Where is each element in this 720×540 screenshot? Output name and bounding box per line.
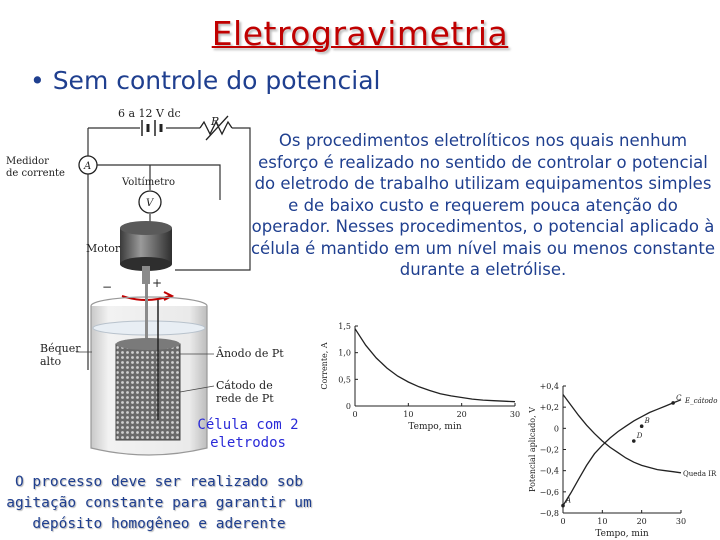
- cathode-mesh-icon: [116, 338, 180, 440]
- slide-title: Eletrogravimetria: [211, 14, 509, 53]
- ammeter-symbol: A: [84, 161, 92, 172]
- series-annotation-cathode: E_cátodo: [685, 396, 718, 405]
- y-tick-label: 1,5: [338, 322, 351, 331]
- y-tick-label: +0,2: [539, 403, 559, 413]
- point-label-B: B: [644, 417, 650, 426]
- current-chart: [315, 318, 530, 443]
- y-tick-label: −0,6: [539, 487, 559, 497]
- point-label-C: C: [676, 393, 682, 402]
- ammeter-label-2: de corrente: [6, 168, 65, 179]
- x-axis-label: Tempo, min: [595, 529, 649, 539]
- ammeter-icon: [79, 156, 97, 174]
- anode-label: Ânodo de Pt: [216, 347, 284, 360]
- y-tick-label: −0,4: [539, 466, 559, 476]
- process-note-line-2: agitação constante para garantir um: [6, 495, 312, 511]
- data-point-A: [561, 504, 565, 508]
- process-note-line-3: depósito homogêneo e aderente: [32, 516, 286, 532]
- y-tick-label: 0: [345, 402, 351, 411]
- minus-terminal: −: [102, 280, 113, 294]
- bullet-point: • Sem controle do potencial: [30, 66, 381, 95]
- x-axis-label: Tempo, min: [408, 422, 462, 432]
- series-line-0: [563, 400, 681, 506]
- y-tick-label: −0,2: [539, 445, 559, 455]
- data-point-B: [640, 424, 644, 428]
- x-tick-label: 0: [352, 410, 358, 419]
- cell-caption-line-2: eletrodos: [210, 435, 286, 451]
- cathode-label-2: rede de Pt: [216, 392, 274, 405]
- battery-icon: [142, 120, 161, 136]
- x-tick-label: 0: [560, 517, 566, 526]
- motor-icon: [120, 221, 172, 284]
- cathode-label-1: Cátodo de: [216, 379, 273, 392]
- ammeter-label-1: Medidor: [6, 156, 49, 167]
- point-label-D: D: [636, 432, 643, 441]
- voltmeter-icon: [139, 191, 161, 213]
- data-point-C: [671, 401, 675, 405]
- motor-label: Motor: [86, 242, 121, 255]
- y-tick-label: 0: [553, 424, 559, 434]
- beaker-label-2: alto: [40, 355, 62, 368]
- y-tick-label: 1,0: [338, 348, 351, 358]
- series-annotation-ir: Queda IR: [683, 469, 717, 478]
- y-tick-label: −0,8: [539, 509, 559, 518]
- series-line-0: [355, 329, 515, 402]
- resistor-label: R: [211, 115, 220, 128]
- potential-chart: [525, 376, 720, 540]
- y-axis-label: Potencial aplicado, V: [528, 407, 537, 492]
- process-note: [0, 472, 318, 535]
- point-label-A: A: [566, 496, 572, 505]
- beaker-label-1: Béquer: [40, 342, 81, 355]
- x-tick-label: 20: [456, 410, 467, 419]
- x-tick-label: 30: [675, 517, 687, 526]
- voltmeter-label: Voltímetro: [122, 177, 175, 188]
- x-tick-label: 10: [597, 517, 608, 526]
- y-axis-label: Corrente, A: [320, 342, 329, 390]
- x-tick-label: 10: [403, 410, 414, 419]
- cell-caption-line-1: Célula com 2: [197, 417, 299, 433]
- cell-caption: [193, 416, 303, 452]
- x-tick-label: 30: [509, 410, 521, 419]
- y-tick-label: +0,4: [539, 382, 559, 391]
- x-tick-label: 20: [636, 517, 647, 526]
- data-point-D: [632, 439, 636, 443]
- process-note-line-1: O processo deve ser realizado sob: [14, 474, 304, 490]
- supply-label: 6 a 12 V dc: [118, 107, 181, 120]
- description-text: Os procedimentos eletrolíticos nos quais nenhum esforço é realizado no sentido de controlar o potencial do eletrodo de trabalho utilizam equipamentos simples e de baixo custo e requerem pouca atenção do operador. Nesses procedimentos, o potencial aplicado à célula é mantido em um nível mais ou menos constante durante a eletrólise.: [250, 131, 716, 279]
- voltmeter-symbol: V: [146, 198, 154, 209]
- y-tick-label: 0,5: [338, 375, 351, 385]
- plus-terminal: +: [152, 276, 163, 290]
